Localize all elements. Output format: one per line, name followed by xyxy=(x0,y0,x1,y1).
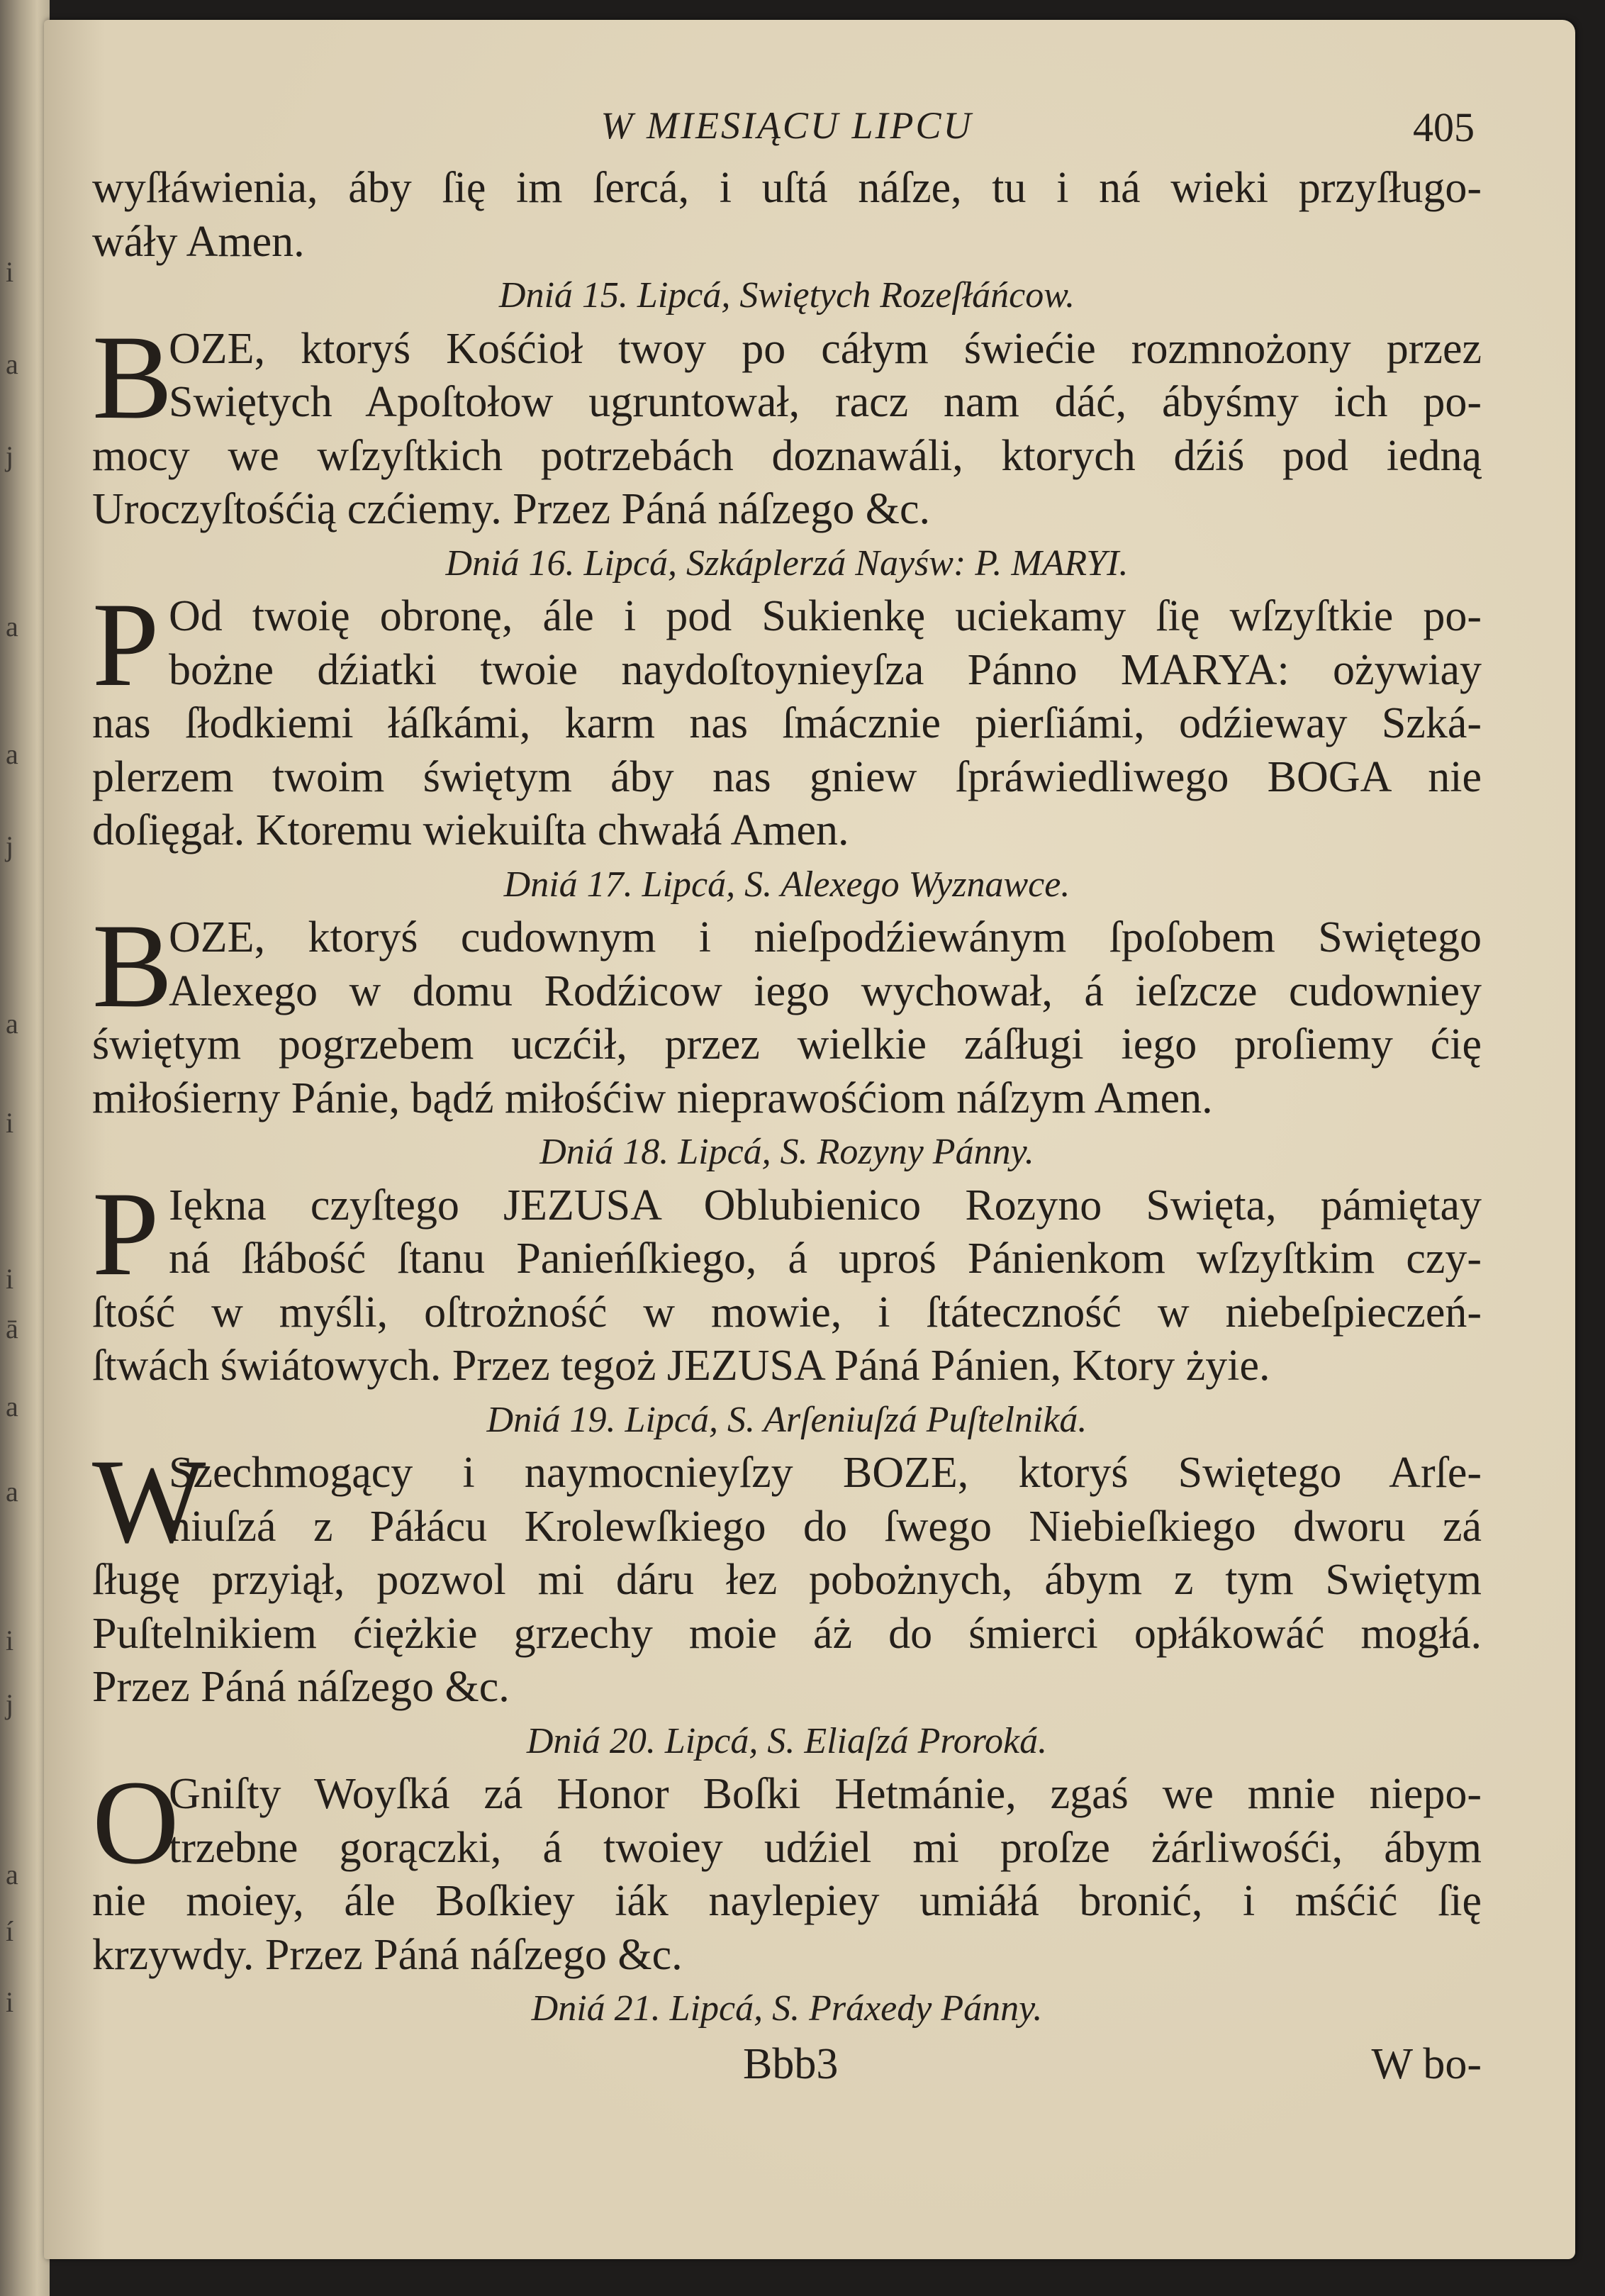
text-line: doſięgał. Ktoremu wiekuiſta chwałá Amen. xyxy=(92,806,849,854)
text-line: ſtwách świátowych. Przez tegoż JEZUSA Páná Pánien, Ktory żyie. xyxy=(92,1342,1270,1390)
text-line: trzebne gorączki, á twoiey udźiel mi proſze żárliwośći, ábym xyxy=(169,1823,1482,1872)
margin-mark: i xyxy=(6,256,14,288)
text-line: wáły Amen. xyxy=(92,217,305,266)
page-header xyxy=(92,104,1482,162)
text-line: Swiętych Apoſtołow ugruntował, racz nam dáć, ábyśmy ich po- xyxy=(169,378,1482,426)
prayer-paragraph xyxy=(92,899,1482,1125)
text-line: Puſtelnikiem ćiężkie grzechy moie áż do śmierci opłákowáć mogłá. xyxy=(92,1609,1482,1658)
text-line: Uroczyſtośćią czćiemy. Przez Páná náſzego &c. xyxy=(92,485,931,533)
facing-page-edge xyxy=(0,0,50,2296)
section-heading: Dniá 20. Lipcá, S. Eliaſzá Proroká. xyxy=(526,1720,1048,1761)
text-line: mocy we wſzyſtkich potrzebách doznawáli, ktorych dźiś pod iedną xyxy=(92,431,1482,480)
text-line: niuſzá z Páłácu Krolewſkiego do ſwego Niebieſkiego dworu zá xyxy=(169,1502,1482,1551)
text-line: Alexego w domu Rodźicow iego wychował, á ieſzcze cudowniey xyxy=(169,966,1482,1015)
drop-cap: B xyxy=(92,310,173,444)
text-line: bożne dźiatki twoie naydoſtoynieyſza Pánno MARYA: ożywiay xyxy=(169,645,1482,694)
signature-mark: Bbb3 xyxy=(743,2039,839,2088)
margin-mark: j xyxy=(6,440,14,472)
text-line: Od twoię obronę, ále i pod Sukienkę uciekamy ſię wſzyſtkie po- xyxy=(169,592,1482,640)
text-line: Gniſty Woyſká zá Honor Boſki Hetmánie, zgaś we mnie niepo- xyxy=(169,1770,1482,1818)
margin-mark: j xyxy=(6,830,14,862)
prayer-paragraph xyxy=(92,1434,1482,1715)
margin-mark: ā xyxy=(6,1313,18,1344)
margin-mark: i xyxy=(6,1625,14,1656)
prayer-paragraph xyxy=(92,1756,1482,1982)
text-line: świętym pogrzebem uczćił, przez wielkie záſługi iego proſiemy ćię xyxy=(92,1020,1482,1069)
text-line: OZE, ktoryś Kośćioł twoy po cáłym świećie rozmnożony przez xyxy=(169,324,1482,373)
section-heading: Dniá 18. Lipcá, S. Rozyny Pánny. xyxy=(539,1132,1034,1172)
text-line: Szechmogący i naymocnieyſzy BOZE, ktoryś Swiętego Arſe- xyxy=(169,1449,1482,1497)
section-heading: Dniá 21. Lipcá, S. Práxedy Pánny. xyxy=(531,1988,1043,2029)
section-heading: Dniá 17. Lipcá, S. Alexego Wyznawce. xyxy=(503,864,1070,905)
text-line: krzywdy. Przez Páná náſzego &c. xyxy=(92,1930,683,1979)
text-line: OZE, ktoryś cudownym i nieſpodźiewánym ſpoſobem Swiętego xyxy=(169,913,1482,962)
prayer-paragraph xyxy=(92,310,1482,537)
drop-cap: P xyxy=(92,578,160,711)
prayer-paragraph xyxy=(92,578,1482,858)
margin-mark: i xyxy=(6,1263,14,1295)
margin-mark: a xyxy=(6,1476,18,1508)
text-line: ná ſłábość ſtanu Panieńſkiego, á uproś Pánienkom wſzyſtkim czy- xyxy=(169,1235,1482,1283)
margin-mark: i xyxy=(6,1986,14,2018)
text-line: nie moiey, ále Boſkiey iák naylepiey umiáłá bronić, i mśćić ſię xyxy=(92,1877,1482,1925)
margin-mark: a xyxy=(6,1008,18,1040)
page-content xyxy=(92,104,1482,2092)
running-head: W MIESIĄCU LIPCU xyxy=(600,104,973,147)
page-footer xyxy=(92,2036,1482,2092)
drop-cap: O xyxy=(92,1756,179,1889)
drop-cap: P xyxy=(92,1166,160,1300)
text-line: miłośierny Pánie, bądź miłośćiw nieprawośćiom náſzym Amen. xyxy=(92,1074,1213,1122)
prayer-paragraph xyxy=(92,1166,1482,1393)
drop-cap: B xyxy=(92,899,173,1032)
text-line: Ięknа czyſtego JEZUSA Oblubienico Rozyno Swięta, pámiętay xyxy=(169,1181,1482,1230)
margin-mark: a xyxy=(6,738,18,770)
text-line: nas ſłodkiemi łáſkámi, karm nas ſmácznie pierſiámi, odźieway Szká- xyxy=(92,699,1482,747)
drop-cap: W xyxy=(92,1434,206,1568)
catchword: W bo- xyxy=(1371,2039,1482,2088)
page-number: 405 xyxy=(1413,104,1475,150)
text-line: plerzem twoim świętym áby nas gniew ſpráwiedliwego BOGA nie xyxy=(92,752,1482,801)
margin-mark: í xyxy=(6,1915,14,1947)
margin-mark: a xyxy=(6,348,18,380)
book-page xyxy=(44,20,1575,2259)
margin-mark: i xyxy=(6,1107,14,1139)
margin-mark: a xyxy=(6,1858,18,1890)
section-heading: Dniá 15. Lipcá, Swiętych Rozeſłáńcow. xyxy=(498,275,1075,316)
section-heading: Dniá 19. Lipcá, S. Arſeniuſzá Puſtelniká. xyxy=(486,1399,1087,1440)
text-line: ſługę przyiął, pozwol mi dáru łez pobożnych, ábym z tym Swiętym xyxy=(92,1556,1482,1604)
margin-mark: a xyxy=(6,611,18,642)
margin-mark: j xyxy=(6,1688,14,1720)
text-line: Przez Páná náſzego &c. xyxy=(92,1663,510,1711)
text-line: wyſłáwienia, áby ſię im ſercá, i uſtá náſze, tu i ná wieki przyſługo- xyxy=(92,164,1482,212)
margin-mark: a xyxy=(6,1391,18,1422)
text-line: ſtość w myśli, oſtrożność w mowie, i ſtáteczność w niebeſpieczeń- xyxy=(92,1288,1482,1337)
section-heading: Dniá 16. Lipcá, Szkáplerzá Nayśw: P. MARYI. xyxy=(445,542,1129,584)
